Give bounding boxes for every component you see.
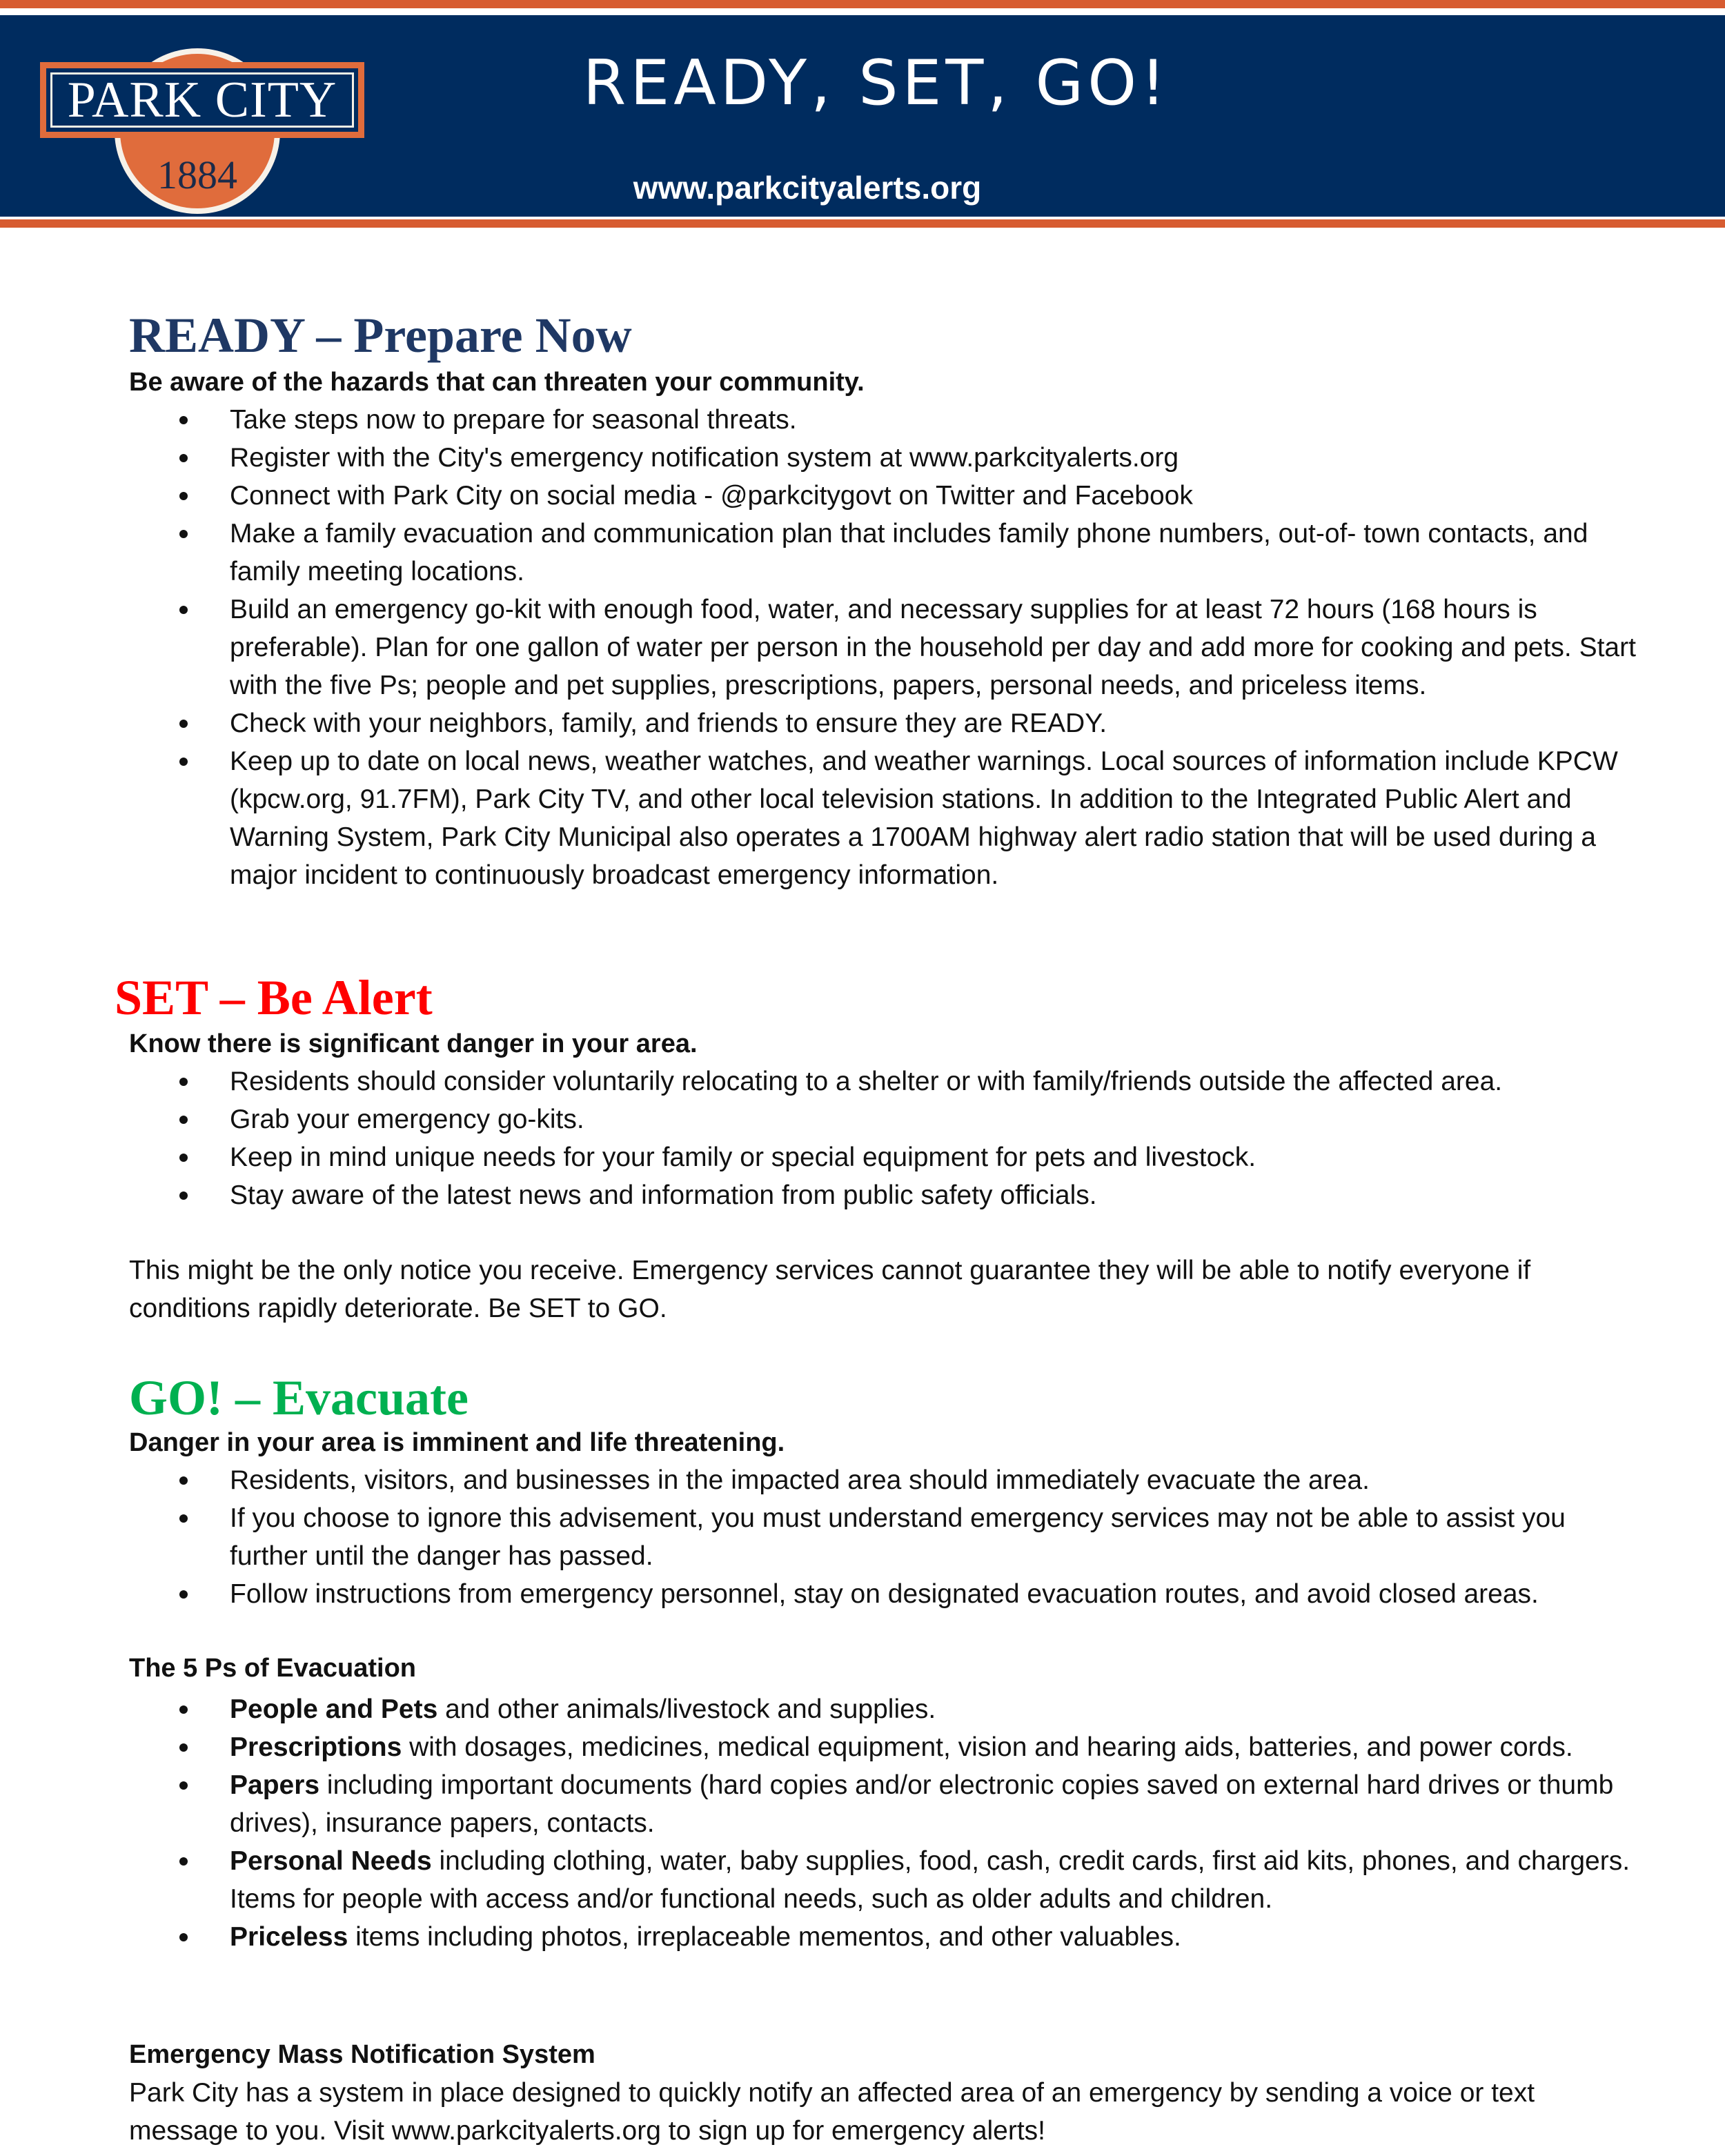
item-text: including important documents (hard copies and/or electronic copies saved on external hard drives or thumb drives), insurance papers, contacts. <box>230 1770 1614 1838</box>
item-text: items including photos, irreplaceable mementos, and other valuables. <box>348 1922 1181 1952</box>
notification-title: Emergency Mass Notification System <box>129 2040 595 2069</box>
list-item: If you choose to ignore this advisement, you must understand emergency services may not be able to assist you further until the danger has passed. <box>179 1499 1642 1575</box>
header-bottom-stripe <box>0 219 1725 228</box>
list-item: Grab your emergency go-kits. <box>179 1100 1642 1138</box>
list-item: Register with the City's emergency notification system at www.parkcityalerts.org <box>179 439 1642 477</box>
page-header <box>0 0 1725 232</box>
item-term: Papers <box>230 1770 320 1800</box>
list-item: Follow instructions from emergency personnel, stay on designated evacuation routes, and avoid closed areas. <box>179 1575 1642 1613</box>
item-text: and other animals/livestock and supplies. <box>437 1694 936 1724</box>
item-text: with dosages, medicines, medical equipment, vision and hearing aids, batteries, and power cords. <box>402 1732 1573 1762</box>
set-bullet-list <box>179 1062 1642 1214</box>
go-bullet-list <box>179 1461 1642 1613</box>
list-item: Take steps now to prepare for seasonal threats. <box>179 401 1642 439</box>
header-top-stripe <box>0 0 1725 8</box>
go-section-title: GO! – Evacuate <box>129 1370 469 1425</box>
list-item: Connect with Park City on social media - @parkcitygovt on Twitter and Facebook <box>179 477 1642 515</box>
header-title: READY, SET, GO! <box>582 47 1170 119</box>
list-item <box>179 1918 1642 1956</box>
logo-plate <box>40 62 364 138</box>
logo-year: 1884 <box>157 152 237 197</box>
ready-section-title: READY – Prepare Now <box>129 308 632 363</box>
list-item: Keep in mind unique needs for your family or special equipment for pets and livestock. <box>179 1138 1642 1176</box>
set-note: This might be the only notice you receive. Emergency services cannot guarantee they will be able to notify everyone if conditions rapidly deteriorate. Be SET to GO. <box>129 1256 1531 1323</box>
list-item <box>179 1690 1642 1728</box>
list-item <box>179 1766 1642 1842</box>
notification-text: Park City has a system in place designed to quickly notify an affected area of an emergency by sending a voice or text message to you. Visit www.parkcityalerts.org to sign up for emergency alerts! <box>129 2078 1535 2146</box>
item-term: Priceless <box>230 1922 348 1952</box>
item-term: Personal Needs <box>230 1846 432 1876</box>
park-city-logo <box>34 48 379 211</box>
item-term: People and Pets <box>230 1694 438 1724</box>
header-url: www.parkcityalerts.org <box>633 170 982 206</box>
item-text: including clothing, water, baby supplies, food, cash, credit cards, first aid kits, phones, and chargers. Items for people with access and/or functional needs, such as older adults and children. <box>230 1846 1630 1914</box>
ready-subhead: Be aware of the hazards that can threaten your community. <box>129 368 865 397</box>
list-item: Stay aware of the latest news and information from public safety officials. <box>179 1176 1642 1214</box>
list-item: Residents should consider voluntarily relocating to a shelter or with family/friends outside the affected area. <box>179 1062 1642 1100</box>
set-subhead: Know there is significant danger in your area. <box>129 1029 698 1058</box>
ready-bullet-list <box>179 401 1642 894</box>
list-item: Residents, visitors, and businesses in the impacted area should immediately evacuate the area. <box>179 1461 1642 1499</box>
five-ps-list <box>179 1690 1642 1956</box>
five-ps-title: The 5 Ps of Evacuation <box>129 1654 416 1683</box>
list-item: Build an emergency go-kit with enough food, water, and necessary supplies for at least 72 hours (168 hours is preferable). Plan for one gallon of water per person in the household per day and add more for cooking and pets. Start with the five Ps; people and pet supplies, prescriptions, papers, personal needs, and priceless items. <box>179 591 1642 704</box>
item-term: Prescriptions <box>230 1732 402 1762</box>
list-item <box>179 1728 1642 1766</box>
set-section-title: SET – Be Alert <box>115 970 433 1025</box>
go-subhead: Danger in your area is imminent and life threatening. <box>129 1428 785 1457</box>
list-item: Keep up to date on local news, weather watches, and weather warnings. Local sources of information include KPCW (kpcw.org, 91.7FM), Park City TV, and other local television stations. In addition to the Integrated Public Alert and Warning System, Park City Municipal also operates a 1700AM highway alert radio station that will be used during a major incident to continuously broadcast emergency information. <box>179 742 1642 894</box>
list-item <box>179 1842 1642 1918</box>
list-item: Check with your neighbors, family, and friends to ensure they are READY. <box>179 704 1642 742</box>
logo-name: PARK CITY <box>67 72 337 128</box>
list-item: Make a family evacuation and communication plan that includes family phone numbers, out-of- town contacts, and family meeting locations. <box>179 515 1642 591</box>
